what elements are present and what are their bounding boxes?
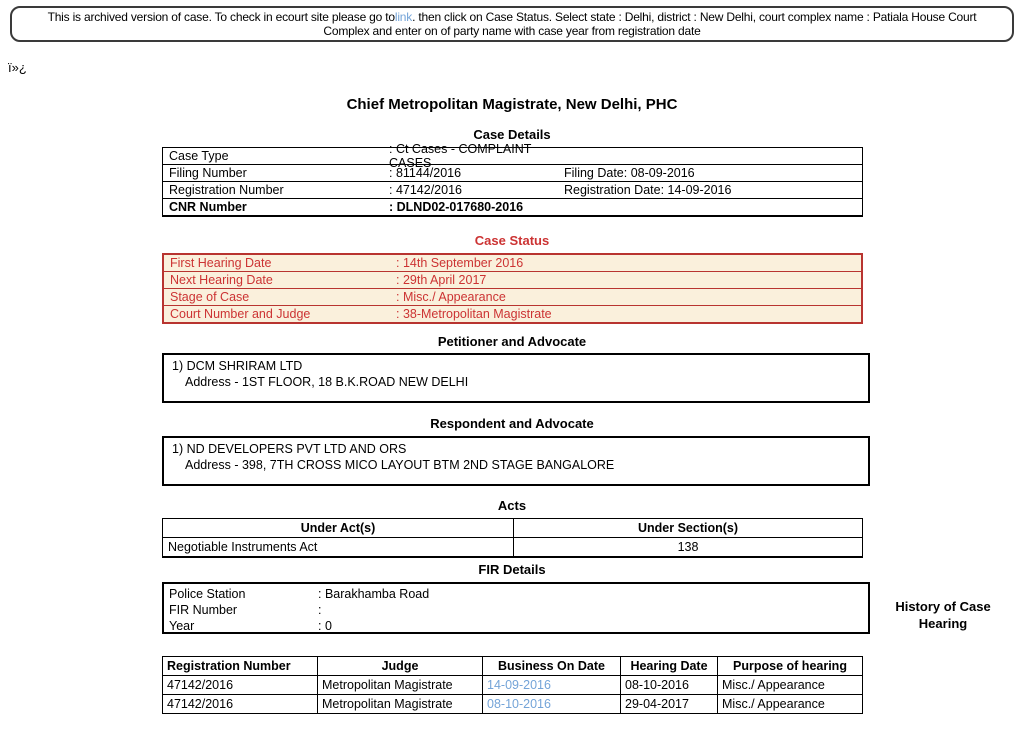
table-row (163, 538, 862, 556)
history-hearing-date: 29-04-2017 (621, 695, 718, 713)
court-number-judge-label: Court Number and Judge (170, 307, 311, 321)
hearing-date-column-header: Hearing Date (621, 657, 718, 675)
respondent-heading: Respondent and Advocate (430, 416, 594, 431)
first-hearing-date-label: First Hearing Date (170, 256, 272, 270)
table-row (163, 675, 862, 694)
history-registration-number: 47142/2016 (163, 695, 318, 713)
history-purpose: Misc./ Appearance (722, 697, 825, 711)
registration-number-column-header: Registration Number (163, 657, 318, 675)
fir-details-box (162, 582, 870, 634)
petitioner-name: 1) DCM SHRIRAM LTD (172, 359, 303, 373)
petitioner-address: Address - 1ST FLOOR, 18 B.K.ROAD NEW DELHI (185, 375, 469, 389)
registration-number-value: : 47142/2016 (389, 183, 462, 197)
table-row (163, 164, 862, 181)
judge-column-header: Judge (318, 657, 483, 675)
table-row (164, 255, 861, 271)
cnr-number-label: CNR Number (169, 200, 247, 214)
court-number-judge-value: : 38-Metropolitan Magistrate (396, 307, 552, 321)
act-section: 138 (677, 540, 699, 554)
purpose-of-hearing-column-header: Purpose of hearing (733, 659, 847, 673)
fir-details-heading: FIR Details (478, 562, 546, 577)
under-acts-column-header: Under Act(s) (163, 519, 514, 537)
filing-date-value: Filing Date: 08-09-2016 (564, 166, 695, 180)
respondent-box (162, 436, 870, 486)
history-registration-number: 47142/2016 (163, 676, 318, 694)
table-row (163, 142, 862, 170)
case-history-table (162, 656, 863, 714)
stage-of-case-label: Stage of Case (170, 290, 250, 304)
business-on-date-column-header: Business On Date (483, 657, 621, 675)
case-details-table (162, 142, 863, 217)
history-header-row (163, 657, 862, 675)
history-judge: Metropolitan Magistrate (318, 676, 483, 694)
history-hearing-date: 08-10-2016 (621, 676, 718, 694)
bom-artifact-text: ï»¿ (8, 60, 27, 75)
police-station-label: Police Station (169, 587, 246, 601)
table-row (164, 305, 861, 322)
acts-heading: Acts (497, 498, 527, 513)
petitioner-box (162, 353, 870, 403)
case-type-label: Case Type (169, 149, 229, 163)
case-details-heading: Case Details (473, 127, 551, 142)
table-row (163, 181, 862, 198)
registration-number-label: Registration Number (169, 183, 284, 197)
stage-of-case-value: : Misc./ Appearance (396, 290, 506, 304)
case-status-heading: Case Status (474, 233, 550, 248)
business-on-date-link[interactable]: 14-09-2016 (483, 676, 621, 694)
under-sections-column-header: Under Section(s) (637, 521, 738, 535)
fir-year-label: Year (169, 619, 195, 633)
fir-number-label: FIR Number (169, 603, 238, 617)
next-hearing-date-label: Next Hearing Date (170, 273, 273, 287)
ecourt-site-link[interactable]: link (394, 10, 413, 24)
fir-year-value: : 0 (318, 619, 332, 633)
respondent-name: 1) ND DEVELOPERS PVT LTD AND ORS (172, 442, 407, 456)
case-status-table (162, 253, 863, 324)
filing-number-label: Filing Number (169, 166, 247, 180)
petitioner-heading: Petitioner and Advocate (437, 334, 587, 349)
table-row (164, 271, 861, 288)
archived-notice-banner (10, 6, 1014, 42)
registration-date-value: Registration Date: 14-09-2016 (564, 183, 732, 197)
first-hearing-date-value: : 14th September 2016 (396, 256, 524, 270)
table-row (169, 602, 863, 618)
table-row (169, 586, 863, 602)
respondent-address: Address - 398, 7TH CROSS MICO LAYOUT BTM 2ND STAGE BANGALORE (185, 458, 615, 472)
history-purpose: Misc./ Appearance (722, 678, 825, 692)
acts-header-row (163, 519, 862, 538)
filing-number-value: : 81144/2016 (389, 166, 462, 180)
history-of-case-hearing-label: History of Case Hearing (895, 599, 991, 631)
history-judge: Metropolitan Magistrate (318, 695, 483, 713)
acts-table (162, 518, 863, 558)
act-name: Negotiable Instruments Act (163, 538, 514, 556)
business-on-date-link[interactable]: 08-10-2016 (483, 695, 621, 713)
banner-text-before: This is archived version of case. To check in ecourt site please go to (47, 10, 395, 24)
banner-text-after: . then click on Case Status. Select state : Delhi, district : New Delhi, court complex name : Patiala House Court Complex and enter on of party name with case year from registration date (323, 10, 977, 38)
table-row (169, 618, 863, 634)
cnr-number-value: : DLND02-017680-2016 (389, 200, 524, 214)
police-station-value: : Barakhamba Road (318, 587, 430, 601)
case-type-value: : Ct Cases - COMPLAINT CASES (389, 142, 532, 170)
table-row (163, 198, 862, 215)
table-row (164, 288, 861, 305)
next-hearing-date-value: : 29th April 2017 (396, 273, 487, 287)
fir-number-value: : (318, 603, 322, 617)
page-title: Chief Metropolitan Magistrate, New Delhi, PHC (346, 96, 678, 113)
table-row (163, 694, 862, 713)
